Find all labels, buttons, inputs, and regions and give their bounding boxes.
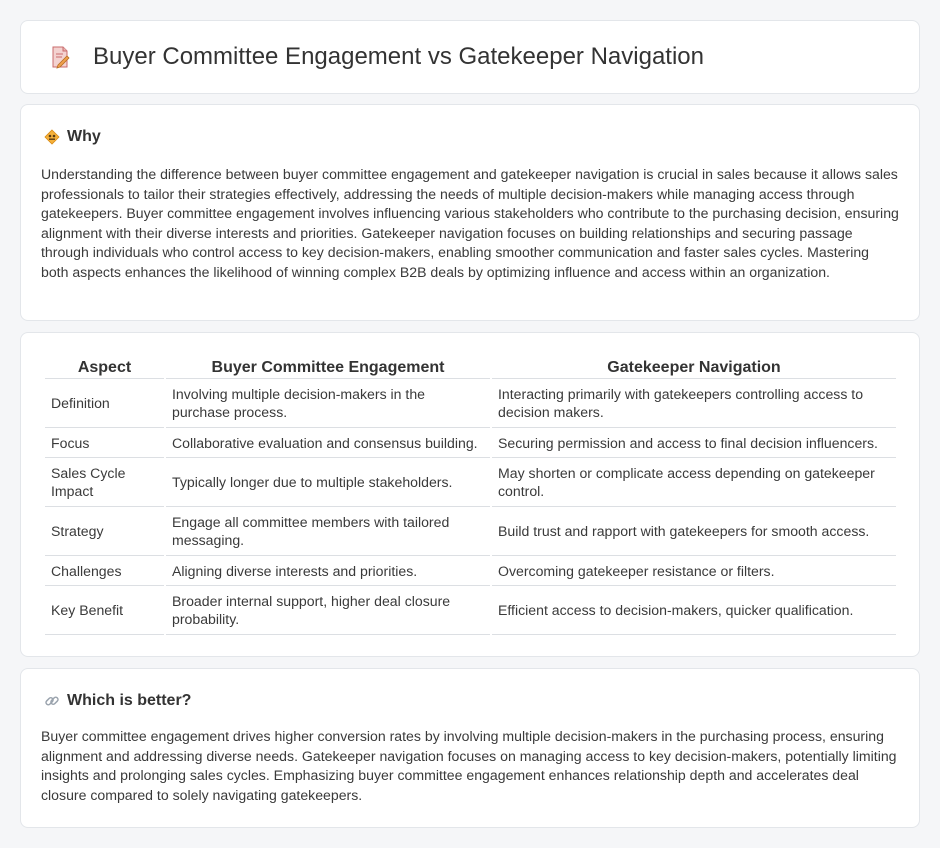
aspect-cell: Sales Cycle Impact [45,458,164,507]
buyer-committee-cell: Engage all committee members with tailored messaging. [166,507,490,556]
gatekeeper-cell: Efficient access to decision-makers, quicker qualification. [492,586,896,635]
why-heading: Why [67,128,101,145]
which-better-text: Buyer committee engagement drives higher conversion rates by involving multiple decision-makers in the purchasing process, ensuring alignment and addressing diverse needs. Gatekeeper navigation focuses on managing access to key decision-makers, potentially limiting insights and prolonging sales cycles. Emphasizing buyer committee engagement enhances relationship depth and accelerates deal closure compared to solely navigating gatekeepers. [41,728,897,803]
aspect-cell: Challenges [45,556,164,586]
document-pencil-icon [47,44,73,70]
gatekeeper-cell: May shorten or complicate access depending on gatekeeper control. [492,458,896,507]
header-buyer-committee: Buyer Committee Engagement [166,353,490,379]
aspect-cell: Key Benefit [45,586,164,635]
table-row [45,507,896,556]
table-row [45,428,896,458]
table-row [45,379,896,428]
header-aspect: Aspect [45,353,164,379]
gatekeeper-cell: Securing permission and access to final decision influencers. [492,428,896,458]
buyer-committee-cell: Typically longer due to multiple stakeholders. [166,458,490,507]
buyer-committee-cell: Aligning diverse interests and priorities. [166,556,490,586]
why-text: Understanding the difference between buyer committee engagement and gatekeeper navigation is crucial in sales because it allows sales professionals to tailor their strategies effectively, addressing the needs of multiple decision-makers while managing access through gatekeepers. Buyer committee engagement involves influencing various stakeholders who contribute to the purchasing decision, ensuring alignment with their diverse interests and priorities. Gatekeeper navigation focuses on building relationships and securing passage through individuals who control access to key decision-makers, enabling smoother communication and faster sales cycles. Mastering both aspects enhances the likelihood of winning complex B2B deals by optimizing influence and access within an organization. [41,166,899,280]
gatekeeper-cell: Build trust and rapport with gatekeepers for smooth access. [492,507,896,556]
title-card [20,20,920,94]
gatekeeper-cell: Interacting primarily with gatekeepers controlling access to decision makers. [492,379,896,428]
aspect-cell: Focus [45,428,164,458]
header-gatekeeper: Gatekeeper Navigation [492,353,896,379]
comparison-card [20,332,920,657]
table-row [45,458,896,507]
link-icon [43,692,61,710]
why-card [20,104,920,321]
which-better-card [20,668,920,828]
gatekeeper-cell: Overcoming gatekeeper resistance or filters. [492,556,896,586]
aspect-cell: Definition [45,379,164,428]
which-better-heading: Which is better? [67,692,192,709]
table-row [45,556,896,586]
aspect-cell: Strategy [45,507,164,556]
comparison-table [43,353,898,635]
page-title: Buyer Committee Engagement vs Gatekeeper Navigation [93,43,704,70]
buyer-committee-cell: Involving multiple decision-makers in the purchase process. [166,379,490,428]
diamond-sign-icon [43,128,61,146]
buyer-committee-cell: Broader internal support, higher deal closure probability. [166,586,490,635]
table-header-row [45,353,896,379]
buyer-committee-cell: Collaborative evaluation and consensus building. [166,428,490,458]
table-row [45,586,896,635]
